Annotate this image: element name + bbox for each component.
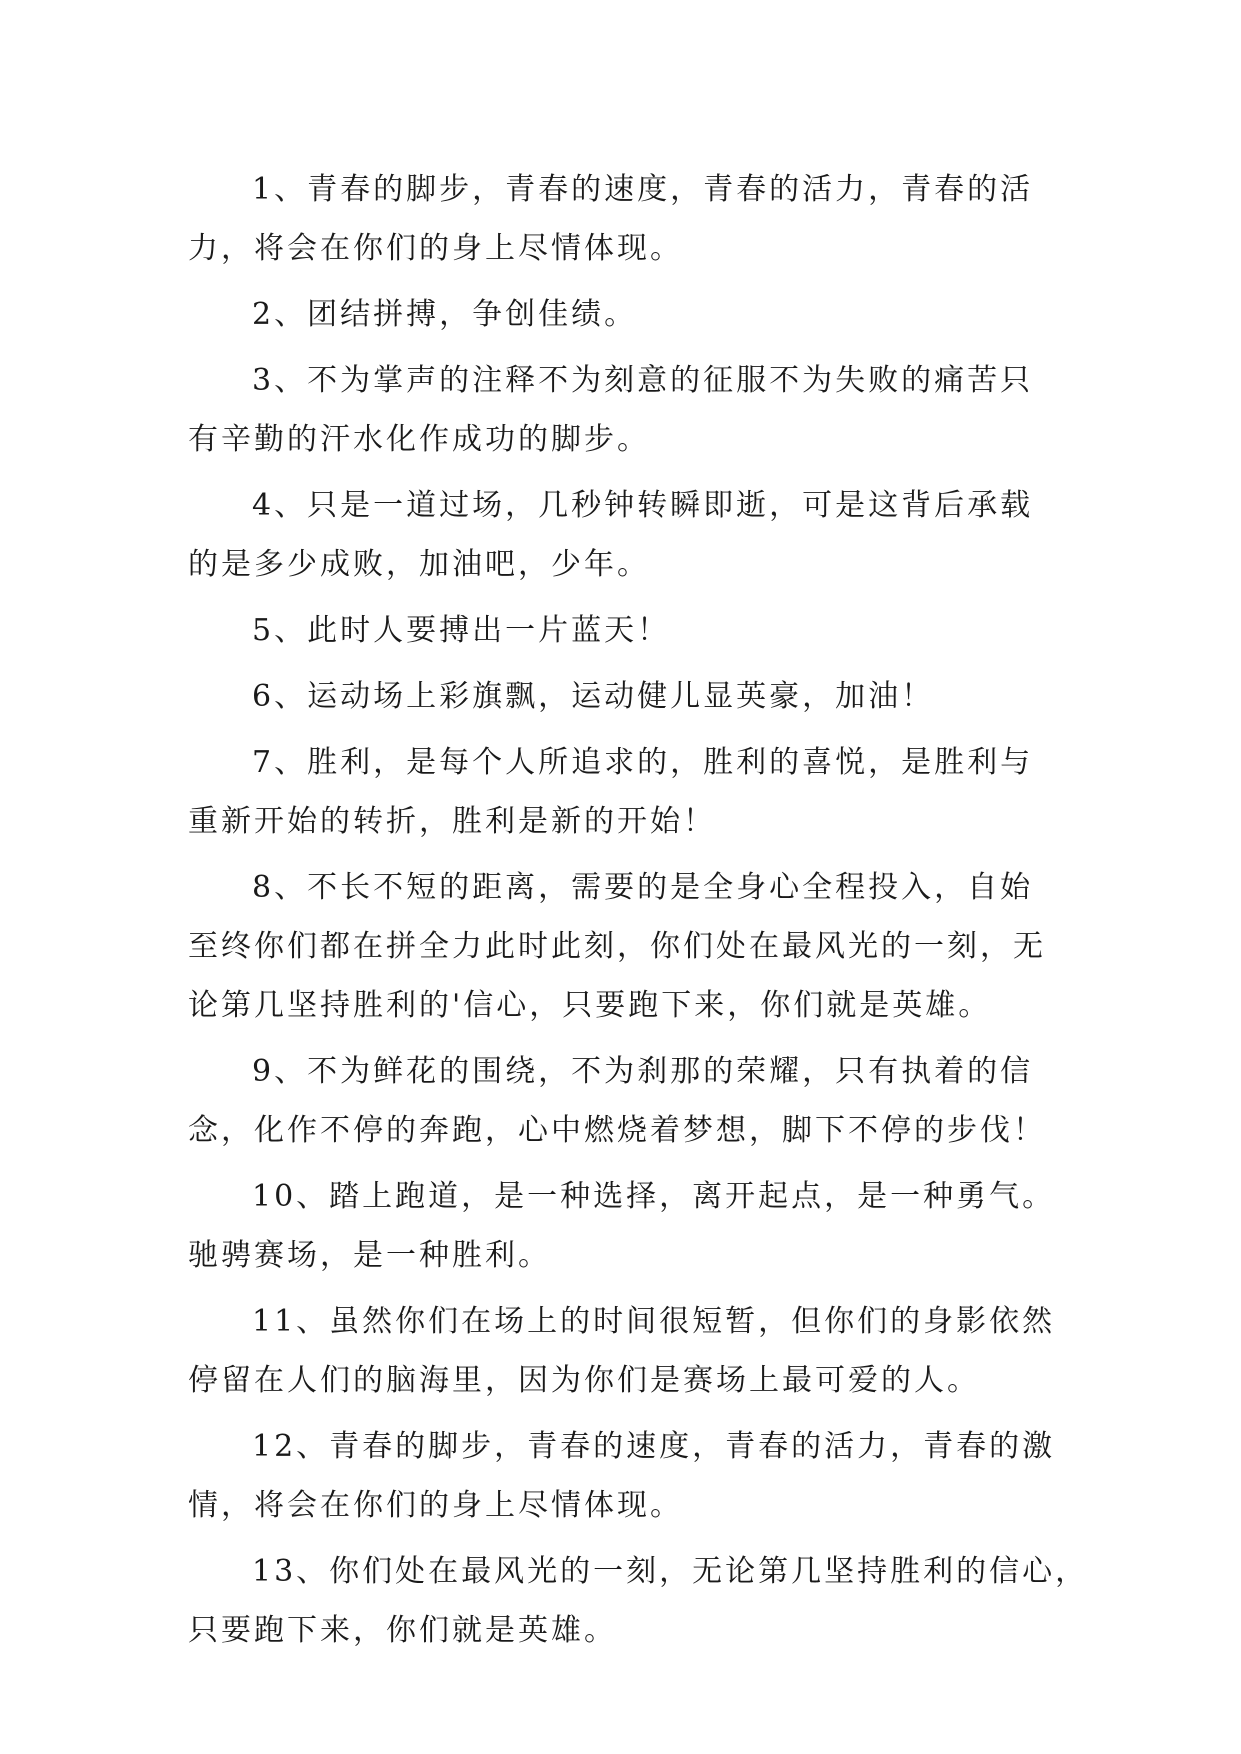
paragraph-line: 12、青春的脚步，青春的速度，青春的活力，青春的激 — [252, 1429, 1056, 1464]
paragraph-line: 4、只是一道过场，几秒钟转瞬即逝，可是这背后承载 — [252, 488, 1034, 523]
paragraph-line: 念，化作不停的奔跑，心中燃烧着梦想，脚下不停的步伐！ — [188, 1113, 1046, 1148]
paragraph-line: 13、你们处在最风光的一刻，无论第几坚持胜利的信心， — [252, 1554, 1089, 1589]
paragraph-line: 力，将会在你们的身上尽情体现。 — [188, 231, 683, 266]
paragraph-line: 情，将会在你们的身上尽情体现。 — [188, 1488, 683, 1523]
paragraph-line: 2、团结拼搏，争创佳绩。 — [252, 297, 638, 332]
paragraph-10 — [188, 1167, 1068, 1285]
paragraph-line: 有辛勤的汗水化作成功的脚步。 — [188, 422, 650, 457]
paragraph-line: 5、此时人要搏出一片蓝天！ — [252, 613, 671, 648]
paragraph-5 — [188, 601, 1068, 660]
paragraph-7 — [188, 733, 1068, 851]
paragraph-line: 9、不为鲜花的围绕，不为刹那的荣耀，只有执着的信 — [252, 1054, 1034, 1089]
paragraph-line: 驰骋赛场，是一种胜利。 — [188, 1238, 551, 1273]
paragraph-2 — [188, 285, 1068, 344]
paragraph-line: 的是多少成败，加油吧，少年。 — [188, 547, 650, 582]
document-body — [188, 160, 1089, 1667]
paragraph-line: 10、踏上跑道，是一种选择，离开起点，是一种勇气。 — [252, 1179, 1056, 1214]
paragraph-line: 6、运动场上彩旗飘，运动健儿显英豪，加油！ — [252, 679, 935, 714]
paragraph-line: 至终你们都在拼全力此时此刻，你们处在最风光的一刻，无 — [188, 929, 1046, 964]
paragraph-line: 1、青春的脚步，青春的速度，青春的活力，青春的活 — [252, 172, 1034, 207]
paragraph-line: 只要跑下来，你们就是英雄。 — [188, 1613, 617, 1648]
paragraph-line: 停留在人们的脑海里，因为你们是赛场上最可爱的人。 — [188, 1363, 980, 1398]
paragraph-line: 3、不为掌声的注释不为刻意的征服不为失败的痛苦只 — [252, 363, 1034, 398]
paragraph-6 — [188, 667, 1068, 726]
paragraph-13 — [188, 1542, 1089, 1660]
paragraph-4 — [188, 476, 1068, 594]
paragraph-12 — [188, 1417, 1068, 1535]
paragraph-3 — [188, 351, 1068, 469]
paragraph-9 — [188, 1042, 1068, 1160]
paragraph-line: 8、不长不短的距离，需要的是全身心全程投入，自始 — [252, 870, 1034, 905]
paragraph-line: 论第几坚持胜利的'信心，只要跑下来，你们就是英雄。 — [188, 988, 992, 1023]
paragraph-1 — [188, 160, 1068, 278]
paragraph-line: 11、虽然你们在场上的时间很短暂，但你们的身影依然 — [252, 1304, 1056, 1339]
paragraph-line: 7、胜利，是每个人所追求的，胜利的喜悦，是胜利与 — [252, 745, 1034, 780]
paragraph-11 — [188, 1292, 1068, 1410]
paragraph-8 — [188, 858, 1068, 1035]
paragraph-line: 重新开始的转折，胜利是新的开始！ — [188, 804, 716, 839]
